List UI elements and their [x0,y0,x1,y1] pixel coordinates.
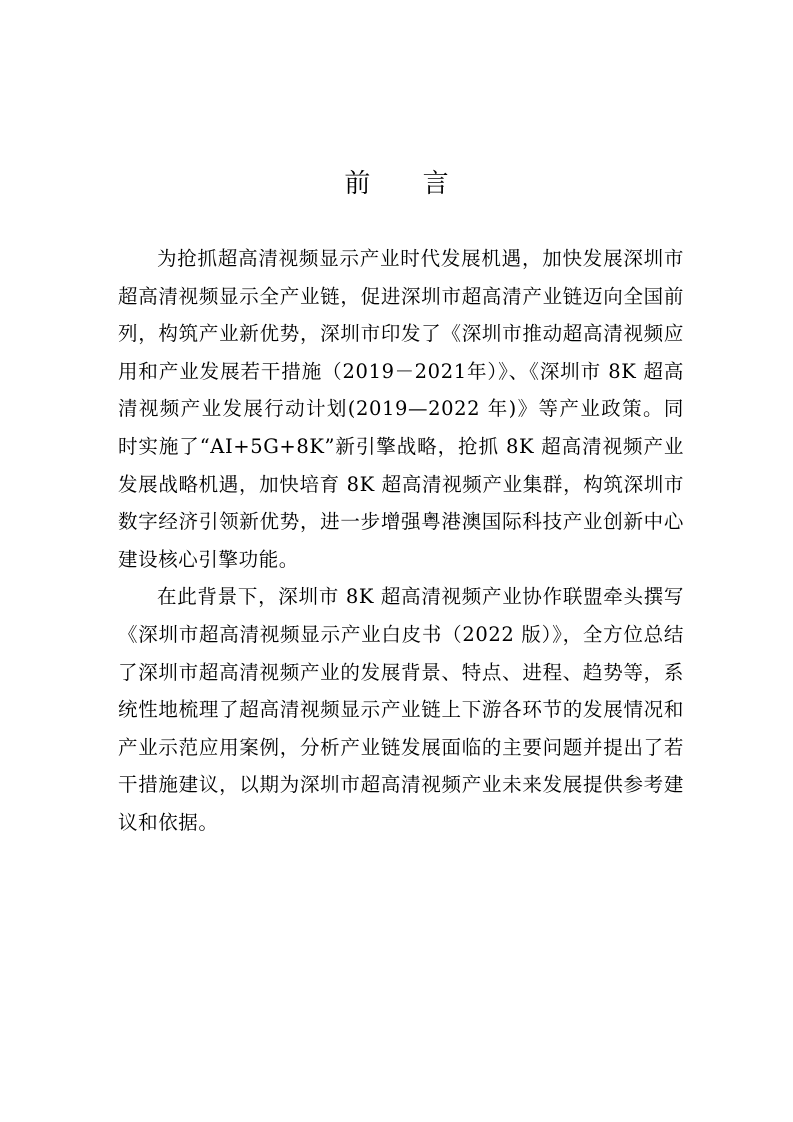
paragraph-2: 在此背景下，深圳市 8K 超高清视频产业协作联盟牵头撰写《深圳市超高清视频显示产业白皮书（2022 版）》，全方位总结了深圳市超高清视频产业的发展背景、特点、进程、趋势等，系统性地梳理了超高清视频显示产业链上下游各环节的发展情况和产业示范应用案例，分析产业链发展面临的主要问题并提出了若干措施建议，以期为深圳市超高清视频产业未来发展提供参考建议和依据。 [118,585,684,834]
body-text [118,240,684,842]
paragraph-1: 为抢抓超高清视频显示产业时代发展机遇，加快发展深圳市超高清视频显示全产业链，促进深圳市超高清产业链迈向全国前列，构筑产业新优势，深圳市印发了《深圳市推动超高清视频应用和产业发展若干措施（2019－2021年）》、《深圳市 8K 超高清视频产业发展行动计划(2019—2022 年)》等产业政策。同时实施了“AI+5G+8K”新引擎战略，抢抓 8K 超高清视频产业发展战略机遇，加快培育 8K 超高清视频产业集群，构筑深圳市数字经济引领新优势，进一步增强粤港澳国际科技产业创新中心建设核心引擎功能。 [118,247,684,571]
page-title: 前 言 [344,169,471,199]
